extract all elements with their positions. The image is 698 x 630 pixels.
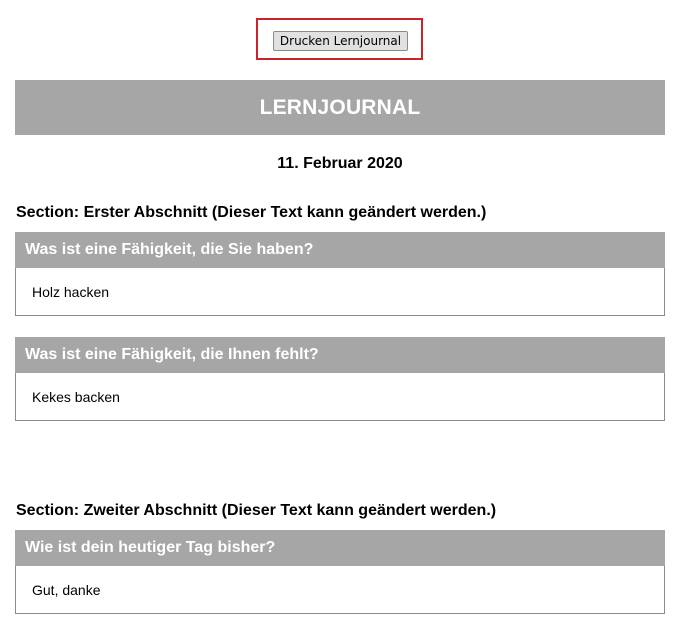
section-heading-1: Section: Erster Abschnitt (Dieser Text kann geändert werden.) — [16, 204, 487, 221]
journal-date: 11. Februar 2020 — [277, 155, 403, 172]
journal-title-text: LERNJOURNAL — [259, 95, 421, 119]
answer-field[interactable]: Holz hacken — [15, 268, 665, 316]
question-label: Was ist eine Fähigkeit, die Sie haben? — [15, 232, 665, 268]
question-card — [15, 530, 665, 614]
answer-field[interactable]: Kekes backen — [15, 373, 665, 421]
section-heading-2: Section: Zweiter Abschnitt (Dieser Text kann geändert werden.) — [16, 502, 497, 519]
journal-title — [15, 80, 665, 135]
answer-field[interactable]: Gut, danke — [15, 566, 665, 614]
question-label: Was ist eine Fähigkeit, die Ihnen fehlt? — [15, 337, 665, 373]
question-card — [15, 232, 665, 316]
question-label: Wie ist dein heutiger Tag bisher? — [15, 530, 665, 566]
print-journal-button[interactable]: Drucken Lernjournal — [273, 31, 408, 51]
question-card — [15, 337, 665, 421]
